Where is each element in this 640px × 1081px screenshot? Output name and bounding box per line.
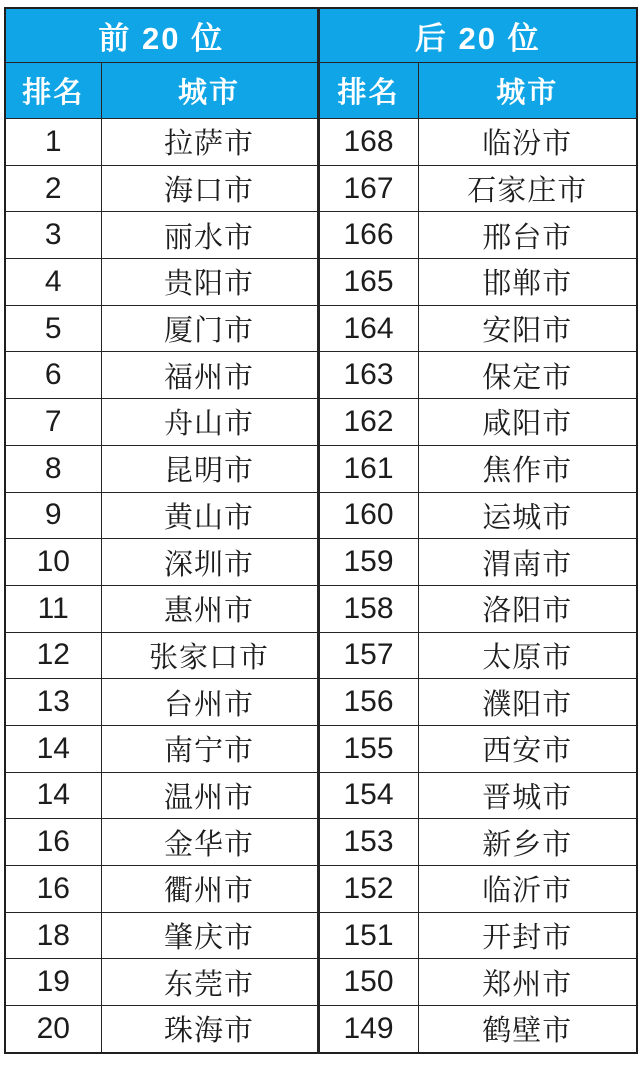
rank-bottom-cell: 156	[318, 679, 418, 726]
rank-bottom-cell: 154	[318, 772, 418, 819]
city-top-cell: 厦门市	[101, 305, 318, 352]
rank-top-cell: 16	[5, 819, 101, 866]
table-row	[5, 772, 637, 819]
table-row	[5, 539, 637, 586]
rank-bottom-cell: 159	[318, 539, 418, 586]
city-bottom-cell: 运城市	[418, 492, 637, 539]
city-bottom-cell: 郑州市	[418, 959, 637, 1006]
city-bottom-cell: 渭南市	[418, 539, 637, 586]
rank-bottom-cell: 165	[318, 259, 418, 306]
rank-top-cell: 1	[5, 119, 101, 166]
rank-bottom-cell: 157	[318, 632, 418, 679]
group-header-row	[5, 8, 637, 62]
city-bottom-cell: 开封市	[418, 912, 637, 959]
city-top-cell: 衢州市	[101, 866, 318, 913]
rank-top-cell: 4	[5, 259, 101, 306]
rank-bottom-cell: 151	[318, 912, 418, 959]
city-top-cell: 台州市	[101, 679, 318, 726]
city-bottom-cell: 咸阳市	[418, 399, 637, 446]
city-top-cell: 张家口市	[101, 632, 318, 679]
rank-bottom-cell: 150	[318, 959, 418, 1006]
table-row	[5, 259, 637, 306]
city-top-cell: 温州市	[101, 772, 318, 819]
city-bottom-cell: 西安市	[418, 725, 637, 772]
city-bottom-cell: 邢台市	[418, 212, 637, 259]
city-bottom-cell: 邯郸市	[418, 259, 637, 306]
table-body	[5, 119, 637, 1053]
group-header-top20: 前 20 位	[5, 8, 318, 62]
rank-bottom-cell: 152	[318, 866, 418, 913]
city-top-cell: 福州市	[101, 352, 318, 399]
city-top-cell: 金华市	[101, 819, 318, 866]
rank-top-cell: 16	[5, 866, 101, 913]
rank-top-cell: 12	[5, 632, 101, 679]
rank-top-cell: 14	[5, 725, 101, 772]
city-top-cell: 海口市	[101, 165, 318, 212]
city-ranking-table	[4, 7, 638, 1054]
table-row	[5, 632, 637, 679]
city-top-cell: 舟山市	[101, 399, 318, 446]
rank-bottom-cell: 163	[318, 352, 418, 399]
city-top-cell: 昆明市	[101, 445, 318, 492]
rank-top-cell: 19	[5, 959, 101, 1006]
table-row	[5, 399, 637, 446]
city-top-cell: 东莞市	[101, 959, 318, 1006]
rank-top-cell: 9	[5, 492, 101, 539]
table-header	[5, 8, 637, 119]
rank-top-cell: 3	[5, 212, 101, 259]
rank-top-cell: 13	[5, 679, 101, 726]
rank-bottom-cell: 149	[318, 1006, 418, 1053]
city-bottom-cell: 濮阳市	[418, 679, 637, 726]
column-header-city-top: 城市	[101, 62, 318, 119]
city-bottom-cell: 鹤壁市	[418, 1006, 637, 1053]
group-header-bottom20: 后 20 位	[318, 8, 637, 62]
city-top-cell: 南宁市	[101, 725, 318, 772]
table-row	[5, 819, 637, 866]
rank-bottom-cell: 164	[318, 305, 418, 352]
city-top-cell: 珠海市	[101, 1006, 318, 1053]
rank-top-cell: 14	[5, 772, 101, 819]
rank-bottom-cell: 168	[318, 119, 418, 166]
table-row	[5, 165, 637, 212]
city-bottom-cell: 焦作市	[418, 445, 637, 492]
column-header-city-bottom: 城市	[418, 62, 637, 119]
city-bottom-cell: 保定市	[418, 352, 637, 399]
rank-top-cell: 18	[5, 912, 101, 959]
rank-top-cell: 20	[5, 1006, 101, 1053]
city-bottom-cell: 临沂市	[418, 866, 637, 913]
table-row	[5, 725, 637, 772]
city-bottom-cell: 安阳市	[418, 305, 637, 352]
table-row	[5, 119, 637, 166]
city-top-cell: 肇庆市	[101, 912, 318, 959]
table-row	[5, 585, 637, 632]
table-row	[5, 912, 637, 959]
city-bottom-cell: 新乡市	[418, 819, 637, 866]
table-row	[5, 959, 637, 1006]
city-top-cell: 深圳市	[101, 539, 318, 586]
table-row	[5, 212, 637, 259]
city-bottom-cell: 临汾市	[418, 119, 637, 166]
city-bottom-cell: 晋城市	[418, 772, 637, 819]
table-row	[5, 492, 637, 539]
city-bottom-cell: 洛阳市	[418, 585, 637, 632]
rank-bottom-cell: 161	[318, 445, 418, 492]
city-top-cell: 贵阳市	[101, 259, 318, 306]
rank-top-cell: 10	[5, 539, 101, 586]
city-top-cell: 拉萨市	[101, 119, 318, 166]
table-row	[5, 445, 637, 492]
column-header-rank-top: 排名	[5, 62, 101, 119]
city-top-cell: 黄山市	[101, 492, 318, 539]
table-row	[5, 352, 637, 399]
table-row	[5, 1006, 637, 1053]
rank-bottom-cell: 166	[318, 212, 418, 259]
city-bottom-cell: 石家庄市	[418, 165, 637, 212]
rank-top-cell: 8	[5, 445, 101, 492]
rank-bottom-cell: 167	[318, 165, 418, 212]
column-header-rank-bottom: 排名	[318, 62, 418, 119]
rank-bottom-cell: 155	[318, 725, 418, 772]
rank-bottom-cell: 153	[318, 819, 418, 866]
table-row	[5, 679, 637, 726]
rank-top-cell: 7	[5, 399, 101, 446]
rank-bottom-cell: 162	[318, 399, 418, 446]
rank-top-cell: 6	[5, 352, 101, 399]
rank-top-cell: 2	[5, 165, 101, 212]
rank-bottom-cell: 158	[318, 585, 418, 632]
column-header-row	[5, 62, 637, 119]
table-row	[5, 866, 637, 913]
city-bottom-cell: 太原市	[418, 632, 637, 679]
rank-top-cell: 5	[5, 305, 101, 352]
city-top-cell: 丽水市	[101, 212, 318, 259]
table-row	[5, 305, 637, 352]
rank-bottom-cell: 160	[318, 492, 418, 539]
city-top-cell: 惠州市	[101, 585, 318, 632]
rank-top-cell: 11	[5, 585, 101, 632]
